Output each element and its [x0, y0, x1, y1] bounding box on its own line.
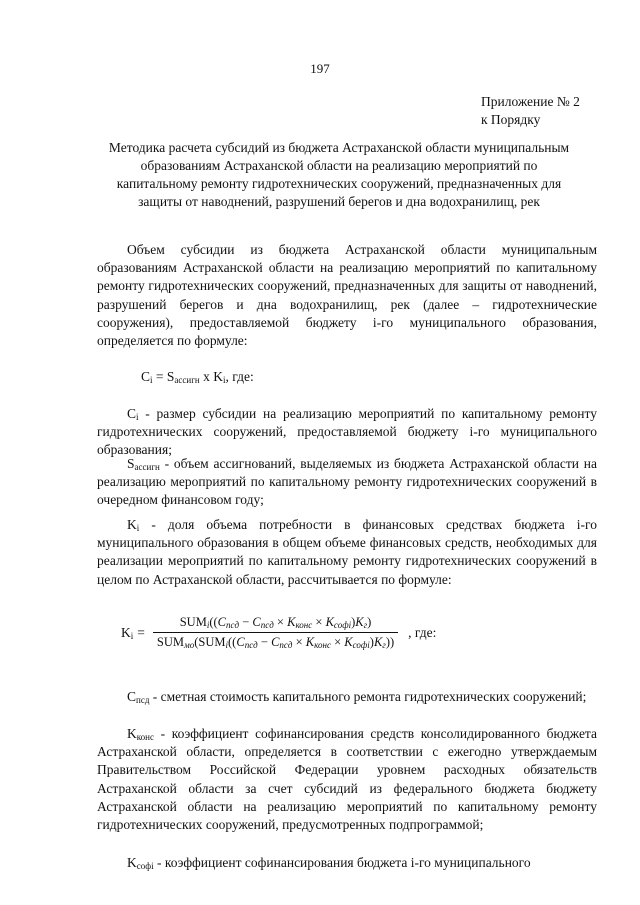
definition-k-kons: $K_{конс}$ - коэффициент софинансирования средств консолидированного бюджета Астраханской области, определяется в соответствии с ежегодно утверждаемым Правительством Российской Федерации уровнем расходных обязательств Астраханской области за счет субсидий из федерального бюджета бюджету Астраханской области на реализацию мероприятий по капитальному ремонту гидротехнических сооружений, предусмотренных подпрограммой;	[97, 726, 597, 833]
definition-ci: $C_i$ - размер субсидии на реализацию мероприятий по капитальному ремонту гидротехнических сооружений, предоставляемой бюджету i-го муниципального образования;	[97, 406, 597, 458]
formula-numerator: $SUM_i((C_{псд} - C_{псд} \times K_{конс} \times K_{софі})K_г)$	[179, 615, 372, 630]
formula-fraction	[153, 615, 398, 650]
definition-c-psd: $C_{псд}$ - сметная стоимость капитального ремонта гидротехнических сооружений;	[127, 689, 587, 705]
appendix-reference	[481, 93, 580, 129]
definition-k-sofi: $K_{софі}$ - коэффициент софинансирования бюджета i-го муниципального	[127, 855, 531, 871]
formula-subsidy: $C_i = S_{ассигн}$ x $K_i$, где:	[141, 369, 254, 385]
document-title: Методика расчета субсидий из бюджета Астраханской области муниципальным образованиям Астраханской области на реализацию мероприятий по капитальному ремонту гидротехнических сооружений, предназначенных для защиты от наводнений, разрушений берегов и дна водохранилищ, рек	[108, 140, 570, 209]
intro-paragraph: Объем субсидии из бюджета Астраханской области муниципальным образованиям Астраханской области на реализацию мероприятий по капитальному ремонту гидротехнических сооружений, предназначенных для защиты от наводнений, разрушений берегов и дна водохранилищ, рек (далее – гидротехнические сооружения), предоставляемой бюджету i-го муниципального образования, определяется по формуле:	[97, 242, 597, 349]
formula-share: $K_i$ = $\frac{SUM_i((C_{псд} - C_{псд} \times K_{конс} \times K_{софі})K_г)}{SUM_{мо}(SUM_i((C_{псд} - C_{псд} \times K_{конс} \times K_{софі})K_г))}$ , где:	[121, 615, 437, 650]
appendix-line-2: к Порядку	[481, 112, 541, 127]
page-number: 197	[310, 61, 330, 76]
formula-denominator: $SUM_{мо}(SUM_i((C_{псд} - C_{псд} \times K_{конс} \times K_{софі})K_г))$	[153, 632, 398, 650]
definition-s-assign: $S_{ассигн}$ - объем ассигнований, выделяемых из бюджета Астраханской области на реализацию мероприятий по капитальному ремонту гидротехнических сооружений в очередном финансовом году;	[97, 456, 597, 508]
appendix-line-1: Приложение № 2	[481, 94, 580, 109]
definition-ki: $K_i$ - доля объема потребности в финансовых средствах бюджета i-го муниципального образования в общем объеме финансовых средств, необходимых для реализации мероприятий по капитальному ремонту гидротехнических сооружений в целом по Астраханской области, рассчитывается по формуле:	[97, 517, 597, 587]
